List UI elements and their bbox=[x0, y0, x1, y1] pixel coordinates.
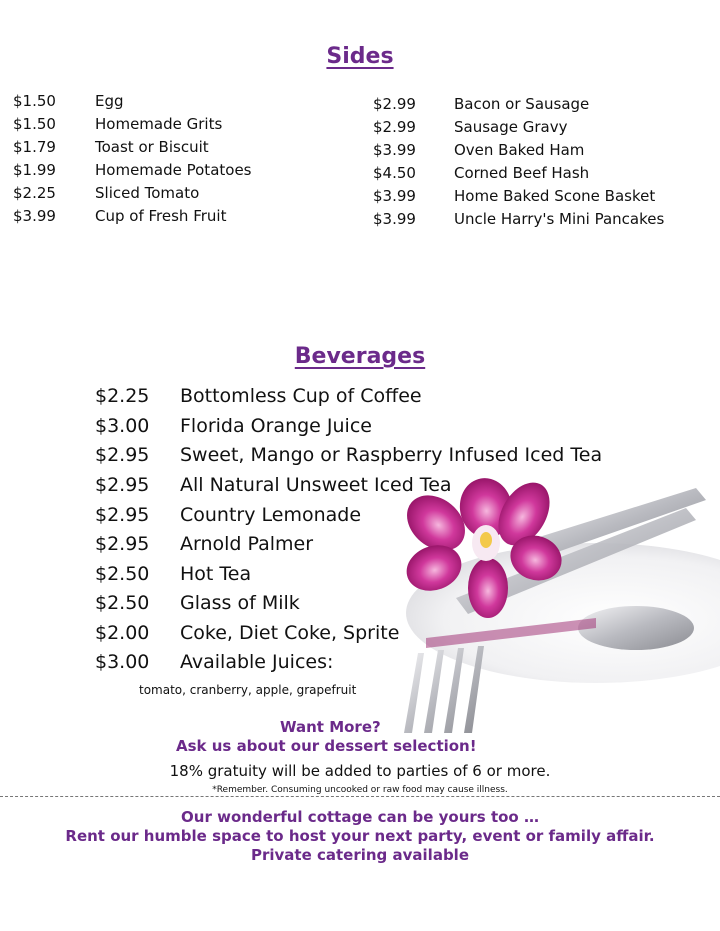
beverage-price: $2.95 bbox=[95, 533, 150, 555]
beverage-name: All Natural Unsweet Iced Tea bbox=[180, 474, 452, 496]
side-price: $3.99 bbox=[373, 141, 416, 159]
beverage-name: Glass of Milk bbox=[180, 592, 300, 614]
side-name: Home Baked Scone Basket bbox=[454, 187, 656, 205]
footer-rent-text: Rent our humble space to host your next party, event or family affair. bbox=[65, 827, 655, 845]
beverage-price: $2.95 bbox=[95, 504, 150, 526]
side-name: Toast or Biscuit bbox=[95, 138, 209, 156]
side-name: Sausage Gravy bbox=[454, 118, 568, 136]
side-name: Uncle Harry's Mini Pancakes bbox=[454, 210, 665, 228]
beverage-name: Country Lemonade bbox=[180, 504, 362, 526]
raw-food-warning: *Remember. Consuming uncooked or raw food may cause illness. bbox=[212, 785, 508, 795]
beverage-price: $2.25 bbox=[95, 385, 150, 407]
juices-note: tomato, cranberry, apple, grapefruit bbox=[139, 683, 357, 697]
side-price: $3.99 bbox=[373, 187, 416, 205]
side-price: $2.25 bbox=[13, 184, 56, 202]
footer-catering-text: Private catering available bbox=[250, 846, 469, 864]
dashed-divider bbox=[0, 796, 720, 797]
beverage-price: $3.00 bbox=[95, 415, 150, 437]
sides-title: Sides bbox=[326, 44, 394, 69]
side-price: $3.99 bbox=[13, 207, 56, 225]
beverage-price: $3.00 bbox=[95, 651, 150, 673]
side-price: $1.50 bbox=[13, 115, 56, 133]
side-price: $1.50 bbox=[13, 92, 56, 110]
orchid-cutlery-image bbox=[396, 478, 720, 738]
side-name: Sliced Tomato bbox=[95, 184, 200, 202]
beverage-name: Florida Orange Juice bbox=[180, 415, 372, 437]
beverage-price: $2.50 bbox=[95, 592, 150, 614]
footer-cottage-text: Our wonderful cottage can be yours too … bbox=[181, 808, 539, 826]
gratuity-notice: 18% gratuity will be added to parties of 6 or more. bbox=[169, 762, 551, 780]
side-price: $3.99 bbox=[373, 210, 416, 228]
side-price: $2.99 bbox=[373, 118, 416, 136]
dessert-text: Ask us about our dessert selection! bbox=[176, 737, 477, 755]
side-price: $1.99 bbox=[13, 161, 56, 179]
beverage-name: Arnold Palmer bbox=[180, 533, 314, 555]
beverages-title: Beverages bbox=[294, 344, 426, 369]
beverage-name: Sweet, Mango or Raspberry Infused Iced Tea bbox=[180, 444, 603, 466]
side-name: Egg bbox=[95, 92, 124, 110]
want-more-text: Want More? bbox=[280, 718, 381, 736]
beverage-name: Bottomless Cup of Coffee bbox=[180, 385, 422, 407]
beverage-name: Coke, Diet Coke, Sprite bbox=[180, 622, 400, 644]
side-price: $1.79 bbox=[13, 138, 56, 156]
side-name: Corned Beef Hash bbox=[454, 164, 590, 182]
side-name: Homemade Grits bbox=[95, 115, 223, 133]
side-name: Bacon or Sausage bbox=[454, 95, 590, 113]
beverage-price: $2.50 bbox=[95, 563, 150, 585]
beverage-name: Available Juices: bbox=[180, 651, 334, 673]
beverage-price: $2.00 bbox=[95, 622, 150, 644]
side-price: $4.50 bbox=[373, 164, 416, 182]
side-price: $2.99 bbox=[373, 95, 416, 113]
side-name: Oven Baked Ham bbox=[454, 141, 585, 159]
side-name: Homemade Potatoes bbox=[95, 161, 252, 179]
beverage-price: $2.95 bbox=[95, 474, 150, 496]
beverage-price: $2.95 bbox=[95, 444, 150, 466]
beverage-name: Hot Tea bbox=[180, 563, 252, 585]
side-name: Cup of Fresh Fruit bbox=[95, 207, 227, 225]
